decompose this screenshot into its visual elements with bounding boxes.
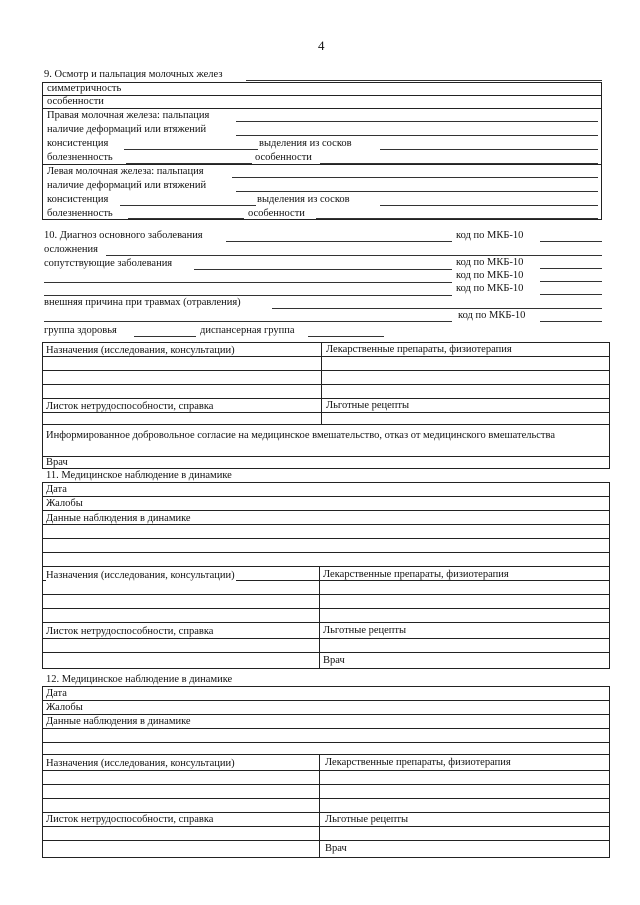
doctor-label: Врач	[46, 457, 68, 468]
features-label: особенности	[47, 96, 104, 107]
left-discharge-field[interactable]	[380, 205, 598, 206]
s11-doctor-label: Врач	[323, 655, 345, 666]
icd-field-2[interactable]	[540, 268, 602, 269]
right-discharge-field[interactable]	[380, 149, 598, 150]
left-features-field[interactable]	[316, 218, 598, 219]
health-group-label: группа здоровья	[44, 325, 117, 336]
s11-date-label: Дата	[46, 484, 67, 495]
left-deform-field[interactable]	[236, 191, 598, 192]
prescriptions-header: Назначения (исследования, консультации)	[46, 345, 235, 356]
icd-label-5: код по МКБ-10	[458, 310, 526, 321]
page-number: 4	[318, 38, 325, 53]
icd-label-4: код по МКБ-10	[456, 283, 524, 294]
s12-drugs-header: Лекарственные препараты, физиотерапия	[325, 757, 511, 768]
left-consistency-label: консистенция	[47, 194, 109, 205]
s11-prescriptions-header: Назначения (исследования, консультации)	[46, 570, 235, 581]
s11-drugs-header: Лекарственные препараты, физиотерапия	[323, 569, 509, 580]
left-pain-label: болезненность	[47, 208, 113, 219]
section-11-title: 11. Медицинское наблюдение в динамике	[46, 470, 232, 481]
s11-dynamics-label: Данные наблюдения в динамике	[46, 513, 191, 524]
section-9-title: 9. Осмотр и пальпация молочных желез	[44, 69, 223, 80]
right-deform-field[interactable]	[236, 135, 598, 136]
left-breast-title: Левая молочная железа: пальпация	[47, 166, 204, 177]
s12-doctor-label: Врач	[325, 843, 347, 854]
s11-preferential-label: Льготные рецепты	[323, 625, 407, 636]
right-consistency-label: консистенция	[47, 138, 109, 149]
comorbid-field-3[interactable]	[44, 295, 452, 296]
consent-text: Информированное добровольное согласие на медицинское вмешательство, отказ от медицинского вмешательства	[46, 430, 555, 441]
diagnosis-field[interactable]	[226, 241, 452, 242]
left-features-label: особенности	[248, 208, 305, 219]
icd-label-2: код по МКБ-10	[456, 257, 524, 268]
left-deform-label: наличие деформаций или втяжений	[47, 180, 207, 191]
dispensary-group-field[interactable]	[308, 336, 384, 337]
icd-field-3[interactable]	[540, 281, 602, 282]
comorbid-field-2[interactable]	[44, 282, 452, 283]
right-pain-label: болезненность	[47, 152, 113, 163]
external-cause-label: внешняя причина при травмах (отравления)	[44, 297, 241, 308]
icd-field-5[interactable]	[540, 321, 602, 322]
complications-label: осложнения	[44, 244, 99, 255]
right-consistency-field[interactable]	[124, 149, 258, 150]
s12-preferential-label: Льготные рецепты	[325, 814, 409, 825]
s12-date-label: Дата	[46, 688, 67, 699]
icd-label-3: код по МКБ-10	[456, 270, 524, 281]
s11-sick-leave-label: Листок нетрудоспособности, справка	[46, 626, 214, 637]
s12-complaints-label: Жалобы	[46, 702, 83, 713]
right-features-label: особенности	[255, 152, 312, 163]
preferential-label: Льготные рецепты	[326, 400, 410, 411]
right-features-field[interactable]	[320, 163, 598, 164]
icd-label-1: код по МКБ-10	[456, 230, 524, 241]
section-12-title: 12. Медицинское наблюдение в динамике	[46, 674, 233, 685]
right-palpation-field[interactable]	[236, 121, 598, 122]
left-pain-field[interactable]	[128, 218, 244, 219]
left-consistency-field[interactable]	[120, 205, 256, 206]
right-deform-label: наличие деформаций или втяжений	[47, 124, 207, 135]
complications-field[interactable]	[106, 255, 602, 256]
dispensary-group-label: диспансерная группа	[200, 325, 295, 336]
s12-dynamics-label: Данные наблюдения в динамике	[46, 716, 191, 727]
right-pain-field[interactable]	[126, 163, 252, 164]
icd-field-1[interactable]	[540, 241, 602, 242]
health-group-field[interactable]	[134, 336, 196, 337]
sick-leave-label: Листок нетрудоспособности, справка	[46, 401, 214, 412]
external-cause-field[interactable]	[272, 308, 602, 309]
drugs-header: Лекарственные препараты, физиотерапия	[326, 344, 512, 355]
comorbid-label: сопутствующие заболевания	[44, 258, 173, 269]
diagnosis-label: 10. Диагноз основного заболевания	[44, 230, 203, 241]
comorbid-field[interactable]	[194, 269, 452, 270]
s12-sick-leave-label: Листок нетрудоспособности, справка	[46, 814, 214, 825]
icd-field-4[interactable]	[540, 294, 602, 295]
right-discharge-label: выделения из сосков	[259, 138, 352, 149]
external-cause-field-2[interactable]	[44, 321, 452, 322]
symmetry-label: симметричность	[47, 83, 122, 94]
s11-complaints-label: Жалобы	[46, 498, 83, 509]
right-breast-title: Правая молочная железа: пальпация	[47, 110, 210, 121]
left-palpation-field[interactable]	[232, 177, 598, 178]
left-discharge-label: выделения из сосков	[257, 194, 350, 205]
s12-prescriptions-header: Назначения (исследования, консультации)	[46, 758, 235, 769]
